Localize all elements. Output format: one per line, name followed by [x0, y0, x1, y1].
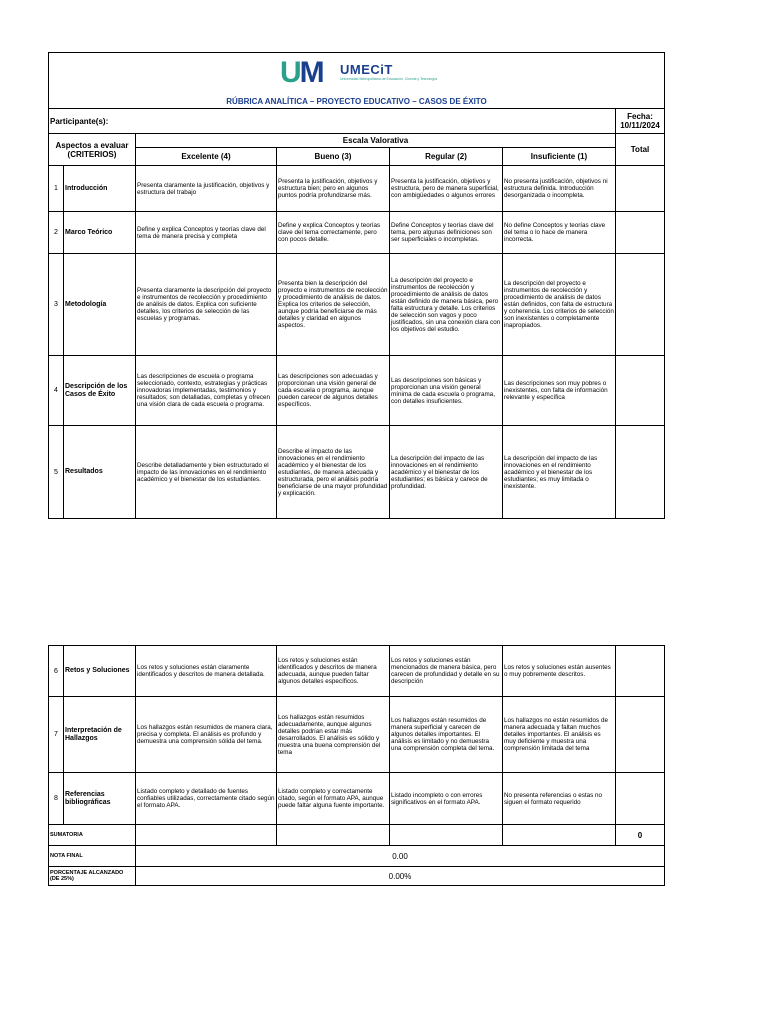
- insufficient-descriptor: Los hallazgos no están resumidos de manera adecuada y faltan muchos detalles importantes. El análisis es muy deficiente y muestra una comprensión limitada del tema: [503, 697, 616, 773]
- regular-descriptor: La descripción del impacto de las innovaciones en el rendimiento académico y el bienestar de los estudiantes; es básica y carece de profundidad.: [390, 426, 503, 519]
- criterion-number: 7: [49, 697, 64, 773]
- sum-label: SUMATORIA: [49, 825, 136, 846]
- final-grade-row: [49, 846, 665, 867]
- criterion-number: 4: [49, 356, 64, 426]
- good-descriptor: Presenta bien la descripción del proyecto e instrumentos de recolección y procedimiento de análisis de datos. Explica los criterios de selección, aunque podría beneficiarse de más detalles y claridad en algunos aspectos.: [277, 254, 390, 356]
- regular-descriptor: Listado incompleto o con errores significativos en el formato APA.: [390, 773, 503, 825]
- percent-row: [49, 867, 665, 886]
- total-cell[interactable]: [616, 166, 665, 212]
- document-title: RÚBRICA ANALÍTICA – PROYECTO EDUCATIVO – CASOS DE ÉXITO: [49, 96, 665, 109]
- criterion-row: [49, 254, 665, 356]
- criterion-name: Interpretación de Hallazgos: [64, 697, 136, 773]
- criterion-number: 1: [49, 166, 64, 212]
- umecit-logo: [280, 58, 440, 88]
- date-cell: [616, 109, 665, 134]
- regular-descriptor: Los hallazgos están resumidos de manera superficial y carecen de algunos detalles importantes. El análisis es limitado y no demuestra una comprensión completa del tema.: [390, 697, 503, 773]
- total-cell[interactable]: [616, 212, 665, 254]
- good-descriptor: Listado completo y correctamente citado, según el formato APA, aunque puede faltar alguna fuente importante.: [277, 773, 390, 825]
- logo-cell: [49, 53, 665, 97]
- insufficient-descriptor: No presenta justificación, objetivos ni estructura definida. Introducción desorganizada o incompleta.: [503, 166, 616, 212]
- criterion-number: 8: [49, 773, 64, 825]
- criterion-row: [49, 697, 665, 773]
- criterion-number: 2: [49, 212, 64, 254]
- total-cell[interactable]: [616, 426, 665, 519]
- regular-descriptor: Presenta la justificación, objetivos y estructura, pero de manera superficial, con ambigüedades o algunos errores: [390, 166, 503, 212]
- total-cell[interactable]: [616, 773, 665, 825]
- excellent-descriptor: Los retos y soluciones están claramente identificados y descritos de manera detallada.: [136, 646, 277, 697]
- total-cell[interactable]: [616, 254, 665, 356]
- good-descriptor: Describe el impacto de las innovaciones en el rendimiento académico y el bienestar de los estudiantes, de manera adecuada y estructurada, pero el análisis podría beneficiarse de una mayor profundidad y explicación.: [277, 426, 390, 519]
- criterion-row: [49, 426, 665, 519]
- excellent-descriptor: Los hallazgos están resumidos de manera clara, precisa y completa. El análisis es profundo y demuestra una comprensión sólida del tema.: [136, 697, 277, 773]
- criterion-name: Referencias bibliográficas: [64, 773, 136, 825]
- criterion-number: 5: [49, 426, 64, 519]
- criterion-row: [49, 166, 665, 212]
- criterion-row: [49, 773, 665, 825]
- criterion-row: [49, 646, 665, 697]
- good-descriptor: Los retos y soluciones están identificados y descritos de manera adecuada, aunque pueden faltar algunos detalles específicos.: [277, 646, 390, 697]
- date-value: 10/11/2024: [620, 121, 660, 130]
- percent-label: PORCENTAJE ALCANZADO (DE 25%): [49, 867, 136, 886]
- insufficient-descriptor: La descripción del impacto de las innovaciones en el rendimiento académico y el bienestar de los estudiantes; es muy limitada o inexistente.: [503, 426, 616, 519]
- criterion-name: Marco Teórico: [64, 212, 136, 254]
- percent-value: 0.00%: [136, 867, 665, 886]
- excellent-descriptor: Presenta claramente la descripción del proyecto e instrumentos de recolección y procedimiento de análisis de datos. Explica con suficiente detalles, los criterios de selección de las escuelas y programas.: [136, 254, 277, 356]
- good-descriptor: Presenta la justificación, objetivos y estructura bien; pero en algunos puntos podría profundizarse más.: [277, 166, 390, 212]
- regular-descriptor: Define Conceptos y teorías clave del tema, pero algunas definiciones son ser superficiales o incompletas.: [390, 212, 503, 254]
- criterion-number: 6: [49, 646, 64, 697]
- final-grade-label: NOTA FINAL: [49, 846, 136, 867]
- sum-excellent-cell: [136, 825, 277, 846]
- logo-tagline: Universidad Metropolitana de Educación, Ciencia y Tecnología: [340, 77, 438, 81]
- excellent-descriptor: Presenta claramente la justificación, objetivos y estructura del trabajo: [136, 166, 277, 212]
- regular-descriptor: Las descripciones son básicas y proporcionan una visión general mínima de cada escuela o programa, con detalles insuficientes.: [390, 356, 503, 426]
- insufficient-header: Insuficiente (1): [503, 148, 616, 166]
- total-cell[interactable]: [616, 697, 665, 773]
- good-descriptor: Los hallazgos están resumidos adecuadamente, aunque algunos detalles podrían estar más desarrollados. El análisis es sólido y muestra una buena comprensión del tema: [277, 697, 390, 773]
- sum-regular-cell: [390, 825, 503, 846]
- participant-field: Participante(s):: [49, 109, 616, 134]
- criterion-row: [49, 212, 665, 254]
- final-grade-value: 0.00: [136, 846, 665, 867]
- aspects-header: Aspectos a evaluar (CRITERIOS): [49, 134, 136, 166]
- good-header: Bueno (3): [277, 148, 390, 166]
- rubric-table-bottom: [48, 645, 665, 886]
- total-cell[interactable]: [616, 356, 665, 426]
- regular-descriptor: Los retos y soluciones están mencionados de manera básica, pero carecen de profundidad y detalle en su descripción: [390, 646, 503, 697]
- criterion-name: Descripción de los Casos de Éxito: [64, 356, 136, 426]
- insufficient-descriptor: Los retos y soluciones están ausentes o muy pobremente descritos.: [503, 646, 616, 697]
- sum-total: 0: [616, 825, 665, 846]
- criterion-number: 3: [49, 254, 64, 356]
- criterion-name: Introducción: [64, 166, 136, 212]
- logo-brand: UMECiT: [340, 62, 393, 77]
- criterion-name: Metodología: [64, 254, 136, 356]
- sum-good-cell: [277, 825, 390, 846]
- criterion-name: Retos y Soluciones: [64, 646, 136, 697]
- insufficient-descriptor: No presenta referencias o estas no siguen el formato requerido: [503, 773, 616, 825]
- rubric-table-top: [48, 52, 665, 519]
- excellent-descriptor: Describe detalladamente y bien estructurado el impacto de las innovaciones en el rendimiento académico y el bienestar de los estudiantes.: [136, 426, 277, 519]
- scale-header: Escala Valorativa: [136, 134, 616, 148]
- um-monogram: UM: [280, 56, 323, 89]
- excellent-descriptor: Define y explica Conceptos y teorías clave del tema de manera precisa y completa: [136, 212, 277, 254]
- criterion-name: Resultados: [64, 426, 136, 519]
- date-label: Fecha:: [627, 112, 653, 121]
- insufficient-descriptor: No define Conceptos y teorías clave del tema o lo hace de manera incorrecta.: [503, 212, 616, 254]
- total-header: Total: [616, 134, 665, 166]
- good-descriptor: Las descripciones son adecuadas y proporcionan una visión general de cada escuela o programa, aunque pueden carecer de algunos detalles específicos.: [277, 356, 390, 426]
- excellent-header: Excelente (4): [136, 148, 277, 166]
- excellent-descriptor: Listado completo y detallado de fuentes confiables utilizadas, correctamente citado según el formato APA.: [136, 773, 277, 825]
- insufficient-descriptor: La descripción del proyecto e instrumentos de recolección y procedimiento de análisis de datos están definidos, con falta de estructura y coherencia. Los criterios de selección son inexistentes o completamente inapropiados.: [503, 254, 616, 356]
- regular-descriptor: La descripción del proyecto e instrumentos de recolección y procedimiento de análisis de datos están definido de manera básica, pero falta estructura y detalle. Los criterios de selección son vagos y poco justificados, sin una conexión clara con los objetivos del estudio.: [390, 254, 503, 356]
- total-cell[interactable]: [616, 646, 665, 697]
- excellent-descriptor: Las descripciones de escuela o programa seleccionado, contexto, estrategias y prácticas innovadoras implementadas, testimonios y resultados; son detalladas, completas y ofrecen una visión clara de cada escuela o programa.: [136, 356, 277, 426]
- sum-insufficient-cell: [503, 825, 616, 846]
- insufficient-descriptor: Las descripciones son muy pobres o inexistentes, con falta de información relevante y específica: [503, 356, 616, 426]
- sum-row: [49, 825, 665, 846]
- regular-header: Regular (2): [390, 148, 503, 166]
- criterion-row: [49, 356, 665, 426]
- good-descriptor: Define y explica Conceptos y teorías clave del tema correctamente, pero con pocos detalle.: [277, 212, 390, 254]
